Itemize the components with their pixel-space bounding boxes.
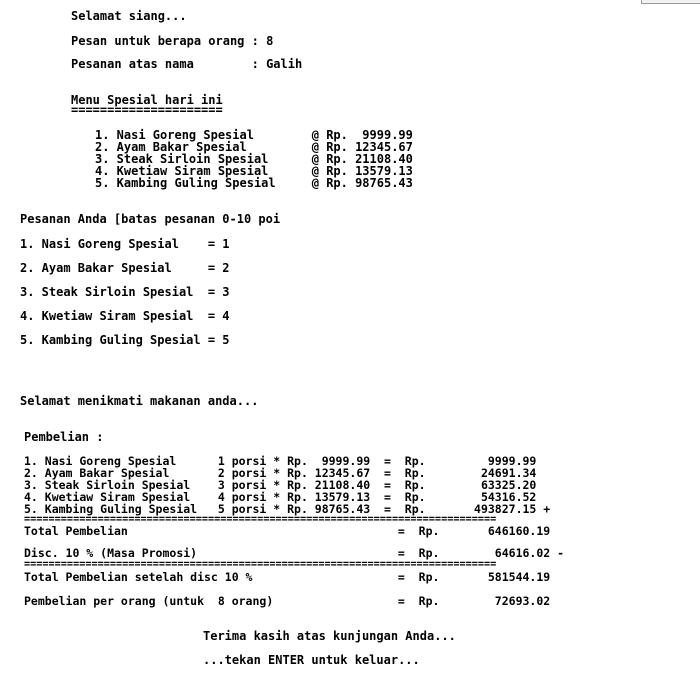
purchase-row: 3. Steak Sirloin Spesial 3 porsi * Rp. 21108.40 = Rp. 63325.20 (24, 478, 537, 492)
enjoy-message: Selamat menikmati makanan anda... (20, 394, 259, 408)
discount-line: Disc. 10 % (Masa Promosi) = Rp. 64616.02 - (24, 546, 565, 560)
order-entry: 3. Steak Sirloin Spesial = 3 (20, 285, 230, 299)
total-line: Total Pembelian = Rp. 646160.19 (24, 524, 551, 538)
purchase-row: 4. Kwetiaw Siram Spesial 4 porsi * Rp. 13579.13 = Rp. 54316.52 (24, 490, 537, 504)
menu-item: 1. Nasi Goreng Spesial @ Rp. 9999.99 (95, 128, 413, 142)
menu-item: 2. Ayam Bakar Spesial @ Rp. 12345.67 (95, 140, 413, 154)
order-prompt: Pesanan Anda [batas pesanan 0-10 poi (20, 212, 281, 226)
per-person-line: Pembelian per orang (untuk 8 orang) = Rp. 72693.02 (24, 594, 551, 608)
menu-title: Menu Spesial hari ini (71, 93, 223, 107)
order-entry: 4. Kwetiaw Siram Spesial = 4 (20, 309, 230, 323)
menu-item: 3. Steak Sirloin Spesial @ Rp. 21108.40 (95, 152, 413, 166)
order-entry: 5. Kambing Guling Spesial = 5 (20, 333, 230, 347)
thanks-message: Terima kasih atas kunjungan Anda... (203, 629, 456, 643)
purchase-row: 1. Nasi Goreng Spesial 1 porsi * Rp. 9999.99 = Rp. 9999.99 (24, 454, 537, 468)
separator: ============================================================================= (24, 514, 497, 525)
menu-item: 4. Kwetiaw Siram Spesial @ Rp. 13579.13 (95, 164, 413, 178)
separator: ============================================================================= (24, 559, 497, 570)
order-entry: 1. Nasi Goreng Spesial = 1 (20, 237, 230, 251)
total-after-discount-line: Total Pembelian setelah disc 10 % = Rp. 581544.19 (24, 570, 551, 584)
greeting: Selamat siang... (71, 9, 187, 23)
exit-prompt: ...tekan ENTER untuk keluar... (203, 653, 420, 667)
menu-title-underline: ===================== (71, 103, 223, 117)
purchase-title: Pembelian : (24, 430, 104, 444)
menu-item: 5. Kambing Guling Spesial @ Rp. 98765.43 (95, 176, 413, 190)
purchase-row: 2. Ayam Bakar Spesial 2 porsi * Rp. 12345.67 = Rp. 24691.34 (24, 466, 537, 480)
order-count-line: Pesan untuk berapa orang : 8 (71, 34, 274, 48)
purchase-row: 5. Kambing Guling Spesial 5 porsi * Rp. 98765.43 = Rp. 493827.15 + (24, 502, 551, 516)
order-name-line: Pesanan atas nama : Galih (71, 57, 303, 71)
window-corner (641, 0, 700, 4)
order-entry: 2. Ayam Bakar Spesial = 2 (20, 261, 230, 275)
